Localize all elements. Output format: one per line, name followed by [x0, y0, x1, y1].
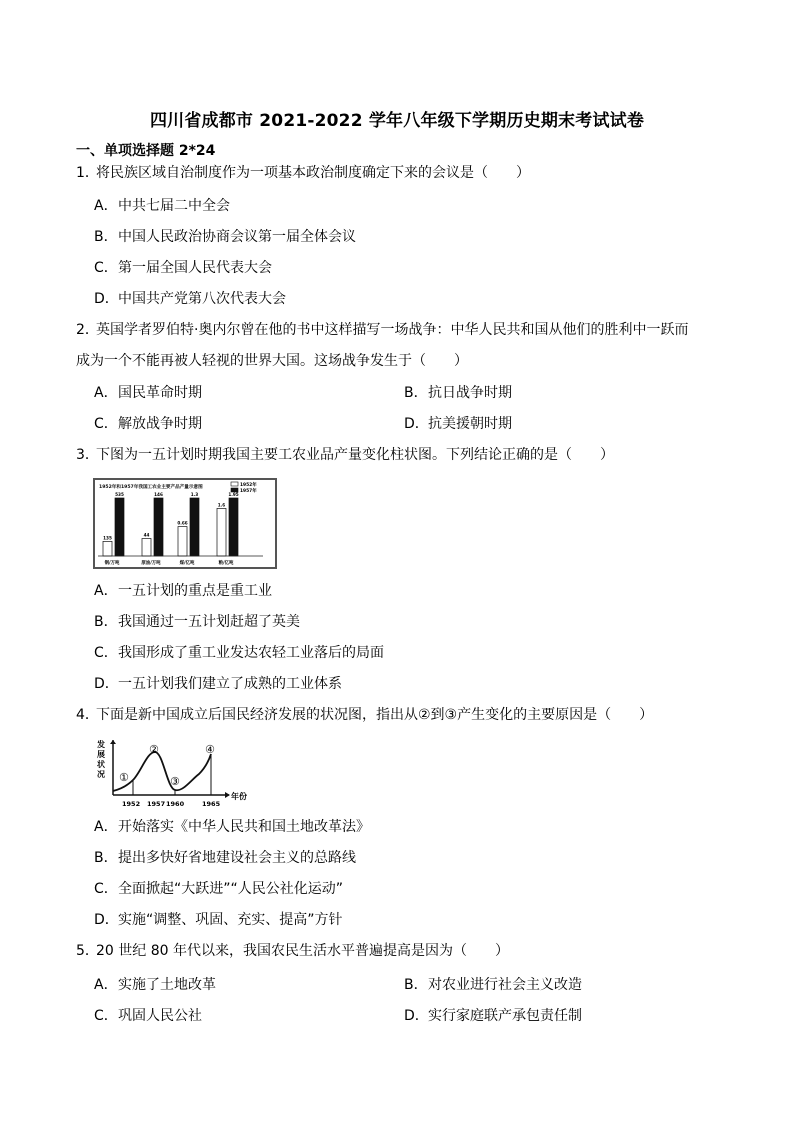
legend-label: 1957年 — [240, 489, 257, 494]
bar-1957-2 — [190, 498, 199, 556]
option-text: 中共七届二中全会 — [118, 198, 230, 214]
x-tick-1952: 1952 — [122, 800, 141, 808]
option-2a[interactable] — [94, 383, 202, 403]
option-4b[interactable] — [94, 848, 356, 868]
option-3d[interactable] — [94, 674, 342, 694]
option-label: C． — [94, 645, 118, 661]
option-label: C． — [94, 416, 118, 432]
bar-1957-1 — [154, 498, 163, 556]
bar-value-label: 535 — [115, 492, 124, 497]
option-2b[interactable] — [404, 383, 512, 403]
option-2c[interactable] — [94, 414, 202, 434]
bar-value-label: 44 — [143, 532, 150, 538]
option-label: B． — [404, 977, 428, 993]
point-1-marker: ① — [119, 771, 129, 784]
option-5c[interactable] — [94, 1006, 202, 1026]
bar-value-label: 1.95 — [228, 492, 239, 497]
option-5d[interactable] — [404, 1006, 582, 1026]
option-label: B． — [94, 614, 118, 630]
point-3-marker: ③ — [170, 775, 180, 788]
option-text: 第一届全国人民代表大会 — [118, 260, 272, 276]
point-2-marker: ② — [149, 743, 159, 756]
category-label: 原油/万吨 — [141, 561, 161, 566]
ylabel-char-1: 发 — [97, 740, 105, 749]
option-label: D． — [94, 676, 119, 692]
bar-1952-3 — [217, 508, 226, 556]
option-label: C． — [94, 881, 118, 897]
option-label: A． — [94, 583, 118, 599]
point-4-marker: ④ — [205, 743, 215, 756]
option-label: C． — [94, 260, 118, 276]
option-text: 提出多快好省地建设社会主义的总路线 — [118, 850, 356, 866]
option-text: 国民革命时期 — [118, 385, 202, 401]
option-text: 中国人民政治协商会议第一届全体会议 — [118, 229, 356, 245]
legend-label: 1952年 — [240, 483, 257, 488]
option-text: 一五计划的重点是重工业 — [118, 583, 272, 599]
bar-1957-0 — [115, 498, 124, 556]
option-text: 对农业进行社会主义改造 — [428, 977, 582, 993]
option-text: 中国共产党第八次代表大会 — [118, 291, 286, 307]
question-number: 4． — [76, 707, 99, 723]
x-axis-arrow — [225, 792, 230, 798]
option-label: B． — [94, 229, 118, 245]
option-3a[interactable] — [94, 581, 272, 601]
option-text: 解放战争时期 — [118, 416, 202, 432]
bar-chart-svg — [93, 478, 277, 569]
option-1a[interactable] — [94, 196, 230, 216]
question-5 — [76, 936, 509, 967]
option-text: 我国通过一五计划赶超了英美 — [118, 614, 300, 630]
question-stem: 20 世纪 80 年代以来，我国农民生活水平普遍提高是因为（ ） — [96, 943, 509, 959]
bar-value-label: 1.3 — [190, 492, 199, 497]
ylabel-char-3: 状 — [97, 760, 105, 769]
option-3c[interactable] — [94, 643, 384, 663]
option-text: 抗日战争时期 — [428, 385, 512, 401]
option-2d[interactable] — [404, 414, 512, 434]
category-label: 粮/亿吨 — [218, 561, 234, 566]
option-text: 全面掀起“大跃进”“人民公社化运动” — [118, 881, 344, 897]
option-1d[interactable] — [94, 289, 286, 309]
option-label: A． — [94, 819, 118, 835]
chart-title: 1952年和1957年我国工农业主要产品产量示意图 — [99, 485, 203, 490]
question-stem: 英国学者罗伯特·奥内尔曾在他的书中这样描写一场战争：中华人民共和国从他们的胜利中一跃而 — [96, 322, 689, 338]
option-1c[interactable] — [94, 258, 272, 278]
question-number: 5． — [76, 943, 99, 959]
economy-curve-chart — [93, 740, 258, 814]
option-3b[interactable] — [94, 612, 300, 632]
question-stem: 下面是新中国成立后国民经济发展的状况图，指出从②到③产生变化的主要原因是（ ） — [96, 707, 654, 723]
y-axis-arrow — [110, 740, 116, 744]
option-text: 实行家庭联产承包责任制 — [428, 1008, 582, 1024]
option-label: D． — [404, 1008, 429, 1024]
option-label: A． — [94, 385, 118, 401]
option-label: D． — [94, 912, 119, 928]
option-label: A． — [94, 198, 118, 214]
category-label: 钢/万吨 — [104, 561, 120, 566]
option-label: D． — [94, 291, 119, 307]
bar-value-label: 146 — [154, 492, 163, 497]
bar-1952-0 — [103, 541, 112, 556]
question-4 — [76, 700, 653, 731]
x-tick-1965: 1965 — [202, 800, 221, 808]
option-text: 一五计划我们建立了成熟的工业体系 — [118, 676, 342, 692]
option-5b[interactable] — [404, 975, 582, 995]
x-tick-1957: 1957 — [147, 800, 166, 808]
bar-value-label: 0.66 — [177, 520, 188, 526]
section-heading: 一、单项选择题 2*24 — [76, 143, 216, 159]
question-stem: 下图为一五计划时期我国主要工农业品产量变化柱状图。下列结论正确的是（ ） — [96, 447, 614, 463]
bar-1952-1 — [142, 539, 151, 556]
production-bar-chart — [93, 478, 277, 573]
question-stem: 将民族区域自治制度作为一项基本政治制度确定下来的会议是（ ） — [96, 165, 530, 181]
bar-value-label: 1.6 — [217, 502, 226, 508]
category-label: 煤/亿吨 — [179, 561, 195, 566]
option-text: 实施了土地改革 — [118, 977, 216, 993]
ylabel-char-2: 展 — [97, 750, 105, 759]
option-label: B． — [404, 385, 428, 401]
option-1b[interactable] — [94, 227, 356, 247]
option-text: 巩固人民公社 — [118, 1008, 202, 1024]
question-number: 2． — [76, 322, 99, 338]
option-label: A． — [94, 977, 118, 993]
option-4c[interactable] — [94, 879, 343, 899]
page-title: 四川省成都市 2021-2022 学年八年级下学期历史期末考试试卷 — [149, 111, 645, 131]
option-text: 实施“调整、巩固、充实、提高”方针 — [118, 912, 343, 928]
option-4d[interactable] — [94, 910, 343, 930]
ylabel-char-4: 况 — [97, 770, 105, 779]
bar-1952-2 — [178, 527, 187, 556]
legend-swatch — [231, 482, 238, 486]
question-number: 1． — [76, 165, 99, 181]
option-label: D． — [404, 416, 429, 432]
option-5a[interactable] — [94, 975, 216, 995]
x-axis-label: 年份 — [231, 792, 247, 801]
question-2-continued: 成为一个不能再被人轻视的世界大国。这场战争发生于（ ） — [76, 353, 468, 369]
question-3 — [76, 440, 614, 471]
curve-chart-svg — [93, 740, 258, 810]
question-number: 3． — [76, 447, 99, 463]
option-text: 我国形成了重工业发达农轻工业落后的局面 — [118, 645, 384, 661]
option-label: C． — [94, 1008, 118, 1024]
x-tick-1960: 1960 — [166, 800, 185, 808]
option-text: 开始落实《中华人民共和国土地改革法》 — [118, 819, 370, 835]
question-2 — [76, 315, 688, 346]
option-text: 抗美援朝时期 — [428, 416, 512, 432]
bar-value-label: 135 — [103, 535, 112, 541]
question-1 — [76, 158, 530, 189]
bar-1957-3 — [229, 498, 238, 556]
option-4a[interactable] — [94, 817, 370, 837]
option-label: B． — [94, 850, 118, 866]
